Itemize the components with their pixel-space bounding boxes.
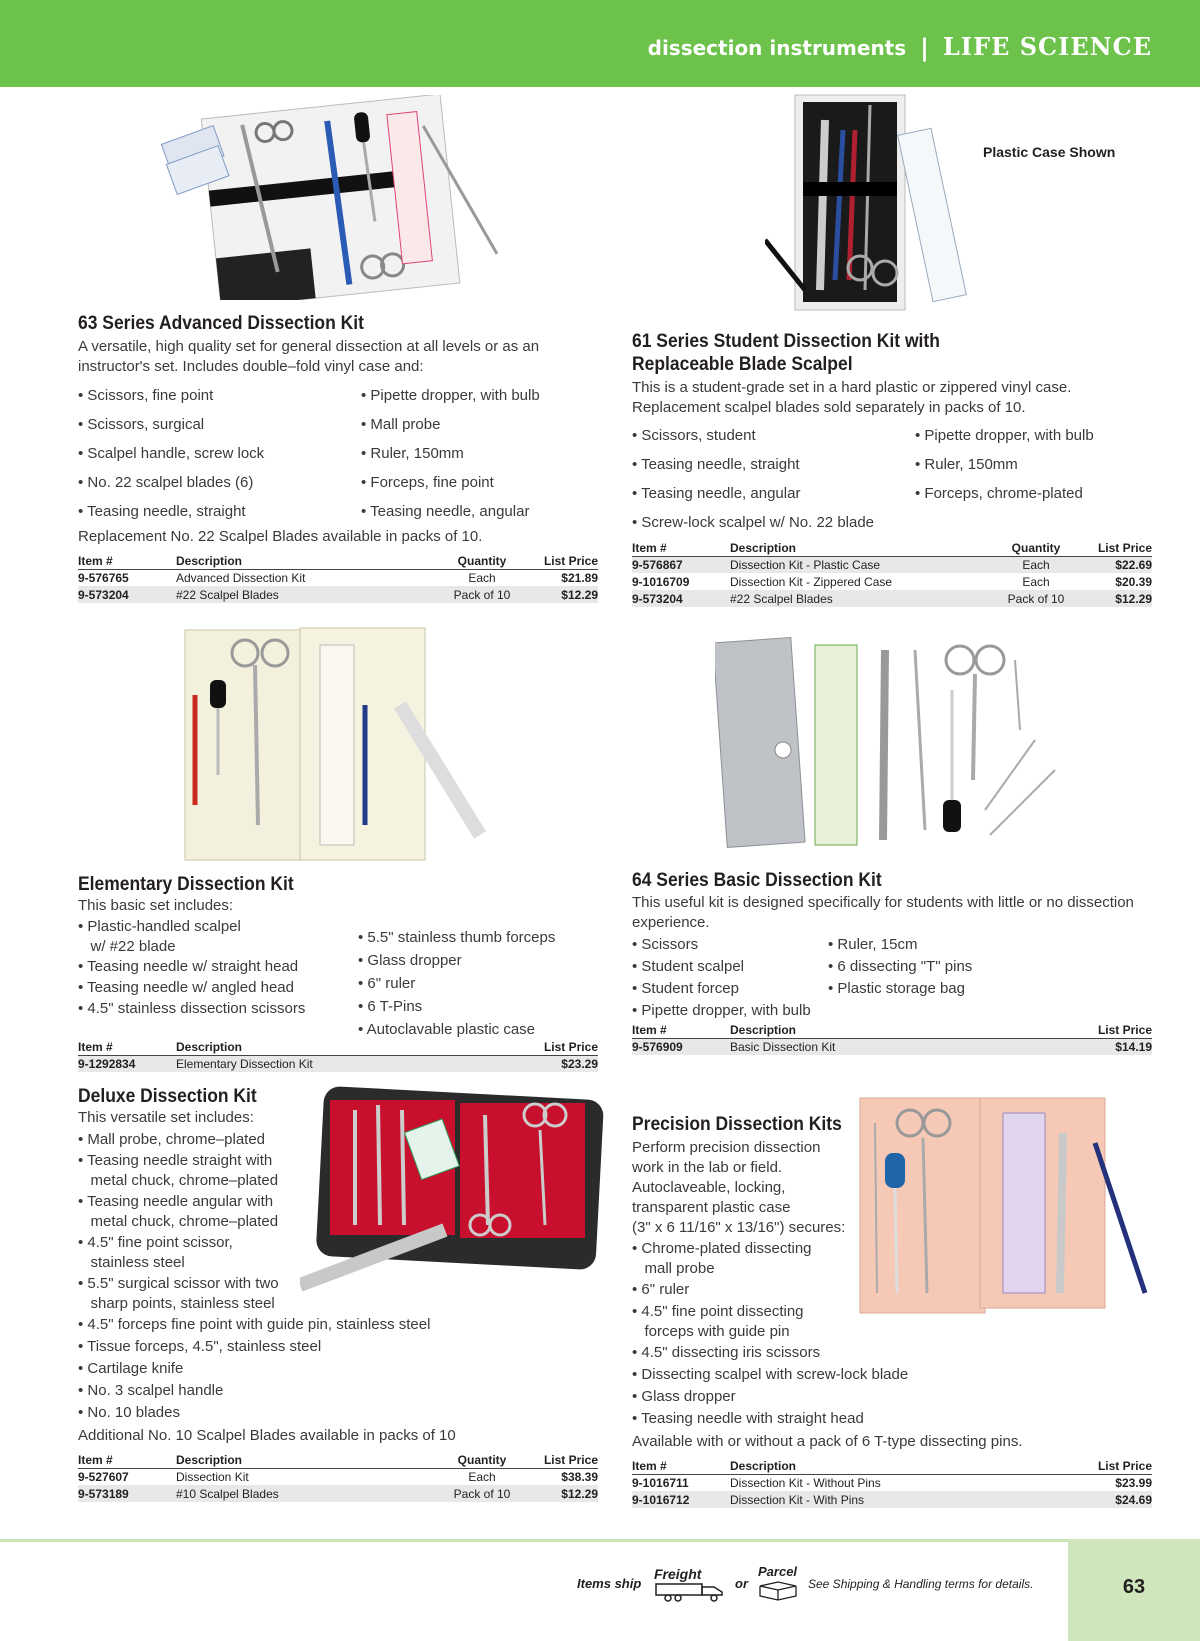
contents-item: • Tissue forceps, 4.5", stainless steel bbox=[78, 1338, 322, 1355]
contents-item: • Teasing needle with straight head bbox=[632, 1410, 864, 1427]
contents-item: • Teasing needle angular with bbox=[78, 1193, 274, 1210]
basic-kit-price-table bbox=[632, 1022, 1152, 1055]
item-quantity: Pack of 10 bbox=[438, 586, 526, 603]
item-description: Basic Dissection Kit bbox=[730, 1038, 992, 1055]
contents-item: stainless steel bbox=[78, 1254, 185, 1271]
item-number: 9-1016712 bbox=[632, 1491, 730, 1508]
basic-kit-title: 64 Series Basic Dissection Kit bbox=[632, 870, 882, 891]
contents-item: • Teasing needle w/ angled head bbox=[78, 979, 294, 996]
item-description: Elementary Dissection Kit bbox=[176, 1055, 438, 1072]
table-header-row bbox=[632, 1458, 1152, 1474]
col-item: Item # bbox=[78, 1039, 176, 1055]
precision-kit-section bbox=[632, 1113, 1152, 1508]
freight-badge bbox=[654, 1568, 730, 1602]
table-header-row bbox=[78, 1039, 598, 1055]
table-header-row bbox=[78, 553, 598, 569]
item-price: $23.29 bbox=[526, 1055, 598, 1072]
precision-kit-note: Available with or without a pack of 6 T-type dissecting pins. bbox=[632, 1433, 1023, 1450]
contents-item: • Scissors bbox=[632, 936, 699, 953]
contents-item: metal chuck, chrome–plated bbox=[78, 1172, 279, 1189]
contents-item: • Pipette dropper, with bulb bbox=[632, 1002, 811, 1019]
header-separator: | bbox=[920, 34, 929, 62]
contents-item: metal chuck, chrome–plated bbox=[78, 1213, 279, 1230]
col-list-price: List Price bbox=[526, 1039, 598, 1055]
item-description: #10 Scalpel Blades bbox=[176, 1485, 438, 1502]
col-description: Description bbox=[730, 1022, 992, 1038]
contents-item: • 6" ruler bbox=[358, 975, 416, 992]
contents-item: • 4.5" forceps fine point with guide pin, stainless steel bbox=[78, 1316, 431, 1333]
col-quantity: Quantity bbox=[992, 540, 1080, 556]
contents-item: • Mall probe, chrome–plated bbox=[78, 1131, 266, 1148]
contents-item: • Scalpel handle, screw lock bbox=[78, 445, 265, 462]
contents-item: • Student scalpel bbox=[632, 958, 744, 975]
contents-left bbox=[632, 934, 828, 1022]
page-number: 63 bbox=[1122, 1576, 1146, 1598]
contents-item: • No. 10 blades bbox=[78, 1404, 180, 1421]
table-row bbox=[632, 1038, 1152, 1055]
precision-kit-title: Precision Dissection Kits bbox=[632, 1114, 842, 1135]
description-line: work in the lab or field. bbox=[632, 1159, 783, 1176]
item-description: Dissection Kit - Without Pins bbox=[730, 1475, 881, 1490]
advanced-kit-description: A versatile, high quality set for general dissection at all levels or as an instructor's set. Includes double–fold vinyl case and: bbox=[78, 338, 540, 375]
elementary-kit-description: This basic set includes: bbox=[78, 897, 234, 914]
col-description: Description bbox=[730, 1458, 992, 1474]
basic-kit-description: This useful kit is designed specifically for students with little or no dissection experience. bbox=[632, 894, 1134, 931]
deluxe-kit-price-table bbox=[78, 1452, 598, 1502]
elementary-kit-title: Elementary Dissection Kit bbox=[78, 874, 294, 895]
description-line: transparent plastic case bbox=[632, 1199, 791, 1216]
item-price: $12.29 bbox=[526, 586, 598, 603]
item-quantity bbox=[992, 1491, 1080, 1508]
table-row bbox=[78, 1485, 598, 1502]
col-item: Item # bbox=[78, 553, 176, 569]
contents-item: • 6" ruler bbox=[632, 1281, 690, 1298]
advanced-kit-image bbox=[160, 95, 520, 300]
advanced-kit-note: Replacement No. 22 Scalpel Blades available in packs of 10. bbox=[78, 528, 483, 545]
item-number: 9-573189 bbox=[78, 1485, 176, 1502]
contents-item: • Teasing needle straight with bbox=[78, 1152, 273, 1169]
student-kit-contents bbox=[632, 421, 1152, 537]
item-description: #22 Scalpel Blades bbox=[730, 590, 992, 607]
item-number: 9-573204 bbox=[632, 590, 730, 607]
precision-kit-price-table bbox=[632, 1458, 1152, 1508]
contents-item: • 4.5" stainless dissection scissors bbox=[78, 1000, 306, 1017]
table-row bbox=[632, 1491, 1152, 1508]
box-icon bbox=[756, 1580, 800, 1602]
col-quantity: Quantity bbox=[438, 1452, 526, 1468]
student-kit-price-table bbox=[632, 540, 1152, 607]
deluxe-kit-title: Deluxe Dissection Kit bbox=[78, 1086, 257, 1107]
contents-item: • Teasing needle, angular bbox=[361, 503, 530, 520]
contents-item: • Plastic-handled scalpel bbox=[78, 918, 241, 935]
table-header-row bbox=[632, 1022, 1152, 1038]
contents-item: • Pipette dropper, with bulb bbox=[361, 387, 540, 404]
item-number: 9-1016711 bbox=[632, 1475, 689, 1490]
contents-item: • Forceps, chrome-plated bbox=[915, 485, 1083, 502]
col-item: Item # bbox=[632, 1022, 730, 1038]
student-kit-image bbox=[765, 90, 1025, 315]
item-price: $20.39 bbox=[1115, 574, 1152, 589]
contents-left bbox=[78, 916, 358, 1041]
contents-item: • Ruler, 15cm bbox=[828, 936, 918, 953]
contents-item: • Scissors, fine point bbox=[78, 387, 214, 404]
item-number: 9-576909 bbox=[632, 1038, 730, 1055]
table-row bbox=[78, 569, 598, 586]
contents-item: • Glass dropper bbox=[632, 1388, 736, 1405]
item-price: $14.19 bbox=[1080, 1038, 1152, 1055]
deluxe-kit-note: Additional No. 10 Scalpel Blades available in packs of 10 bbox=[78, 1427, 456, 1444]
item-description: Dissection Kit - With Pins bbox=[730, 1491, 992, 1508]
shipping-terms-note: See Shipping & Handling terms for details. bbox=[808, 1577, 1034, 1591]
table-header-row bbox=[632, 540, 1152, 556]
contents-item: • Ruler, 150mm bbox=[915, 456, 1018, 473]
deluxe-kit-description: This versatile set includes: bbox=[78, 1109, 254, 1126]
precision-kit-contents bbox=[632, 1238, 1152, 1430]
contents-item: sharp points, stainless steel bbox=[78, 1295, 275, 1312]
advanced-kit-title: 63 Series Advanced Dissection Kit bbox=[78, 313, 364, 334]
contents-item: forceps with guide pin bbox=[632, 1323, 790, 1340]
contents-item bbox=[915, 508, 1152, 537]
contents-item: • Dissecting scalpel with screw-lock blade bbox=[632, 1366, 909, 1383]
freight-label: Freight bbox=[654, 1566, 702, 1582]
col-description: Description bbox=[176, 553, 438, 569]
item-price: $22.69 bbox=[1080, 556, 1152, 573]
item-price: $12.29 bbox=[526, 1485, 598, 1502]
table-header-row bbox=[78, 1452, 598, 1468]
col-list-price: List Price bbox=[526, 553, 598, 569]
student-kit-section bbox=[632, 330, 1152, 607]
description-line: (3" x 6 11/16" x 13/16") secures: bbox=[632, 1219, 846, 1236]
contents-item: mall probe bbox=[632, 1260, 715, 1277]
table-row bbox=[632, 590, 1152, 607]
item-description: #22 Scalpel Blades bbox=[176, 586, 438, 603]
contents-item: • Mall probe bbox=[361, 416, 441, 433]
contents-right bbox=[828, 934, 972, 1022]
col-item: Item # bbox=[632, 1458, 730, 1474]
contents-item: • Scissors, student bbox=[632, 427, 756, 444]
precision-kit-description bbox=[632, 1138, 1152, 1238]
item-description: Dissection Kit - Zippered Case bbox=[730, 574, 893, 589]
contents-item: • No. 22 scalpel blades (6) bbox=[78, 474, 254, 491]
advanced-kit-price-table bbox=[78, 553, 598, 603]
contents-item: • 5.5" stainless thumb forceps bbox=[358, 929, 556, 946]
contents-item: • Cartilage knife bbox=[78, 1360, 184, 1377]
elementary-kit-image bbox=[180, 625, 500, 865]
advanced-kit-section bbox=[78, 312, 598, 603]
col-description: Description bbox=[176, 1452, 438, 1468]
table-row bbox=[78, 1468, 598, 1485]
col-description: Description bbox=[730, 540, 992, 556]
contents-item: • Plastic storage bag bbox=[828, 980, 965, 997]
item-number: 9-573204 bbox=[78, 586, 176, 603]
parcel-badge bbox=[756, 1566, 802, 1604]
basic-kit-image bbox=[715, 630, 1075, 855]
table-row bbox=[632, 1474, 1152, 1491]
student-kit-title-line1: 61 Series Student Dissection Kit with bbox=[632, 331, 940, 352]
plastic-case-caption: Plastic Case Shown bbox=[983, 144, 1116, 160]
col-item: Item # bbox=[632, 540, 730, 556]
item-price: $21.89 bbox=[561, 570, 598, 585]
contents-item: • Teasing needle w/ straight head bbox=[78, 958, 299, 975]
contents-item: • Student forcep bbox=[632, 980, 739, 997]
or-label: or bbox=[735, 1576, 748, 1591]
student-kit-description: This is a student-grade set in a hard plastic or zippered vinyl case. Replacement scalpel blades sold separately in packs of 10. bbox=[632, 379, 1072, 416]
table-row bbox=[78, 1055, 598, 1072]
contents-item: • Ruler, 150mm bbox=[361, 445, 464, 462]
contents-item: • Pipette dropper, with bulb bbox=[915, 427, 1094, 444]
contents-item: • Forceps, fine point bbox=[361, 474, 494, 491]
footer-rule bbox=[0, 1539, 1068, 1542]
contents-item: • 4.5" fine point scissor, bbox=[78, 1234, 233, 1251]
item-description: Advanced Dissection Kit bbox=[176, 570, 306, 585]
section-title: dissection instruments bbox=[647, 36, 907, 60]
item-number: 9-1016709 bbox=[632, 574, 690, 589]
basic-kit-section bbox=[632, 869, 1152, 1055]
description-line: Autoclaveable, locking, bbox=[632, 1179, 786, 1196]
item-description: Dissection Kit - Plastic Case bbox=[730, 556, 992, 573]
item-price: $38.39 bbox=[561, 1469, 598, 1484]
contents-item: • No. 3 scalpel handle bbox=[78, 1382, 224, 1399]
item-price: $12.29 bbox=[1080, 590, 1152, 607]
contents-item: • Teasing needle, straight bbox=[78, 503, 246, 520]
item-number: 9-576867 bbox=[632, 556, 730, 573]
item-quantity: Each bbox=[468, 570, 496, 585]
truck-icon bbox=[654, 1582, 730, 1602]
col-description: Description bbox=[176, 1039, 438, 1055]
item-number: 9-527607 bbox=[78, 1469, 129, 1484]
contents-item: • Autoclavable plastic case bbox=[358, 1021, 536, 1038]
col-list-price: List Price bbox=[1080, 1458, 1152, 1474]
item-number: 9-576765 bbox=[78, 570, 129, 585]
table-row bbox=[632, 573, 1152, 590]
item-quantity bbox=[992, 1474, 1080, 1491]
student-kit-title-line2: Replaceable Blade Scalpel bbox=[632, 354, 853, 375]
deluxe-kit-contents bbox=[78, 1129, 598, 1424]
item-quantity bbox=[438, 1055, 526, 1072]
col-item: Item # bbox=[78, 1452, 176, 1468]
contents-item: • 6 T-Pins bbox=[358, 998, 423, 1015]
col-quantity bbox=[992, 1458, 1080, 1474]
advanced-kit-contents bbox=[78, 381, 598, 526]
items-ship-label: Items ship bbox=[577, 1576, 642, 1591]
item-quantity: Pack of 10 bbox=[438, 1485, 526, 1502]
item-price: $24.69 bbox=[1080, 1491, 1152, 1508]
item-quantity: Each bbox=[992, 556, 1080, 573]
table-row bbox=[632, 556, 1152, 573]
col-quantity: Quantity bbox=[438, 553, 526, 569]
item-number: 9-1292834 bbox=[78, 1055, 176, 1072]
contents-item: • 4.5" fine point dissecting bbox=[632, 1303, 804, 1320]
deluxe-kit-section bbox=[78, 1085, 598, 1502]
col-list-price: List Price bbox=[526, 1452, 598, 1468]
contents-item: • Teasing needle, straight bbox=[632, 456, 800, 473]
contents-item: • Chrome-plated dissecting bbox=[632, 1240, 812, 1257]
col-list-price: List Price bbox=[1080, 540, 1152, 556]
contents-item: • 6 dissecting "T" pins bbox=[828, 958, 973, 975]
item-price: $23.99 bbox=[1115, 1475, 1152, 1490]
col-list-price: List Price bbox=[1080, 1022, 1152, 1038]
description-line: Perform precision dissection bbox=[632, 1139, 821, 1156]
contents-item: • Scissors, surgical bbox=[78, 416, 205, 433]
contents-item: • Glass dropper bbox=[358, 952, 462, 969]
col-quantity bbox=[438, 1039, 526, 1055]
elementary-kit-price-table bbox=[78, 1039, 598, 1072]
item-description: Dissection Kit bbox=[176, 1469, 249, 1484]
elementary-kit-section bbox=[78, 873, 598, 1072]
item-quantity: Pack of 10 bbox=[992, 590, 1080, 607]
contents-item: • Screw-lock scalpel w/ No. 22 blade bbox=[632, 514, 875, 531]
item-quantity: Each bbox=[1022, 574, 1050, 589]
category-title: LIFE SCIENCE bbox=[942, 32, 1152, 61]
table-row bbox=[78, 586, 598, 603]
page-header bbox=[648, 32, 1152, 61]
basic-kit-contents bbox=[632, 934, 1152, 1022]
elementary-kit-contents bbox=[78, 916, 598, 1041]
contents-right bbox=[358, 916, 555, 1041]
contents-item: • 5.5" surgical scissor with two bbox=[78, 1275, 279, 1292]
item-quantity bbox=[992, 1038, 1080, 1055]
item-quantity: Each bbox=[468, 1469, 496, 1484]
contents-item: • Teasing needle, angular bbox=[632, 485, 801, 502]
col-quantity bbox=[992, 1022, 1080, 1038]
parcel-label: Parcel bbox=[758, 1564, 798, 1579]
contents-item: • 4.5" dissecting iris scissors bbox=[632, 1344, 821, 1361]
contents-item: w/ #22 blade bbox=[78, 938, 176, 955]
